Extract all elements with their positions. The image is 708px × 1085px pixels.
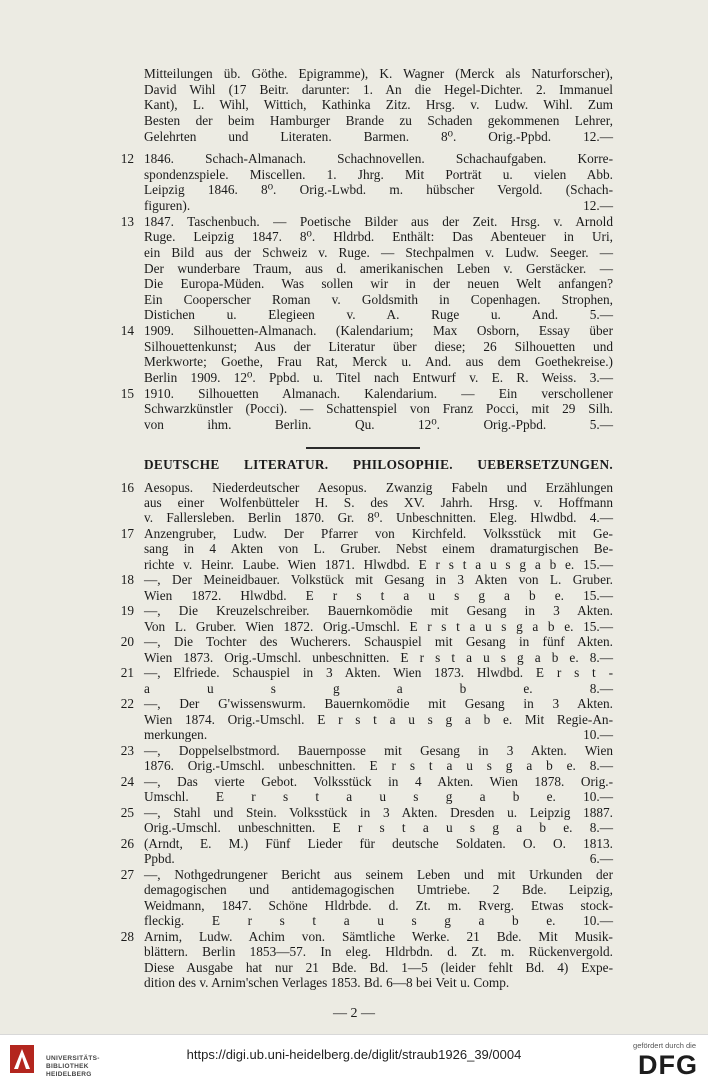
text-line: a u s g a b e. 8.— [144,681,613,696]
section-divider [306,447,420,449]
section-heading: DEUTSCHE LITERATUR. PHILOSOPHIE. UEBERSETZUNGEN. [144,457,613,472]
text-line: Ein Cooperscher Roman v. Goldsmith in Copenhagen. Strophen, [144,292,613,307]
text-line: Anzengruber, Ludw. Der Pfarrer von Kirchfeld. Volksstück mit Ge- [144,526,613,541]
text-line: Distichen u. Elegieen v. A. Ruge u. And. 5.— [144,307,613,322]
entry-number: 21 [120,665,134,680]
entry-number: 26 [120,836,134,851]
text-line: richte v. Heinr. Laube. Wien 1871. Hlwdbd. E r s t a u s g a b e. 15.— [144,557,613,572]
entry-number: 16 [120,480,134,495]
entry-number: 19 [120,603,134,618]
text-line: Schwarzkünstler (Pocci). — Schattenspiel von Franz Pocci, mit 29 Silh. [144,401,613,416]
text-line: —, Die Kreuzelschreiber. Bauernkomödie mit Gesang in 3 Akten. [144,603,613,618]
document-url-link[interactable]: https://digi.ub.uni-heidelberg.de/diglit/straub1926_39/0004 [186,1047,522,1062]
text-line: ein Bild aus der Schweiz v. Ruge. — Stechpalmen v. Ludw. Seeger. — [144,245,613,260]
entry-number: 24 [120,774,134,789]
viewer-footer [0,1034,708,1085]
entry-number: 27 [120,867,134,882]
text-line: dition des v. Arnim'schen Verlages 1853. Bd. 6—8 bei Veit u. Comp. [144,975,510,990]
text-line: Gelehrten und Literaten. Barmen. 8⁰. Orig.-Ppbd. 12.— [144,129,613,144]
entry-number: 18 [120,572,134,587]
text-line: Besten der beim Hamburger Brande zu Schaden gekommenen Lehrer, [144,113,613,128]
text-line: Ppbd. 6.— [144,851,613,866]
text-line: Orig.-Umschl. unbeschnitten. E r s t a u s g a b e. 8.— [144,820,613,835]
text-line: fleckig. E r s t a u s g a b e. 10.— [144,913,613,928]
text-line: Silhouettenkunst; Aus der Literatur über diese; 26 Silhouetten und [144,339,613,354]
text-line: figuren). 12.— [144,198,613,213]
text-line: Wien 1874. Orig.-Umschl. E r s t a u s g a b e. Mit Regie-An- [144,712,613,727]
entry-number: 23 [120,743,134,758]
text-line: aus einer Wolfenbütteler H. S. des XV. Jahrh. Hrsg. v. Hoffmann [144,495,613,510]
text-line: Berlin 1909. 12⁰. Ppbd. u. Titel nach Entwurf v. E. R. Weiss. 3.— [144,370,613,385]
dfg-logo[interactable]: DFG [638,1050,698,1080]
entry-number: 15 [120,386,134,401]
entry-number: 13 [120,214,134,229]
text-line: sang in 4 Akten von L. Gruber. Nebst einem dramaturgischen Be- [144,541,613,556]
text-line: —, Der Meineidbauer. Volkstück mit Gesang in 3 Akten von L. Gruber. [144,572,613,587]
text-line: —, Das vierte Gebot. Volksstück in 4 Akten. Wien 1878. Orig.- [144,774,613,789]
entry-number: 12 [120,151,134,166]
text-line: Umschl. E r s t a u s g a b e. 10.— [144,789,613,804]
page-number: — 2 — [333,1006,375,1021]
text-line: merkungen. 10.— [144,727,613,742]
text-line: 1909. Silhouetten-Almanach. (Kalendarium; Max Osborn, Essay über [144,323,613,338]
text-line: demagogischen und antidemagogischen Umtriebe. 2 Bde. Leipzig, [144,882,613,897]
text-line: —, Nothgedrungener Bericht aus seinem Leben und mit Urkunden der [144,867,613,882]
entry-number: 25 [120,805,134,820]
text-line: (Arndt, E. M.) Fünf Lieder für deutsche Soldaten. O. O. 1813. [144,836,613,851]
text-line: Arnim, Ludw. Achim von. Sämtliche Werke. 21 Bde. Mit Musik- [144,929,613,944]
library-logo-text: UNIVERSITÄTS- BIBLIOTHEK HEIDELBERG [46,1055,100,1078]
text-line: Der wunderbare Traum, aus d. amerikanischen Leben v. Gerstäcker. — [144,261,613,276]
text-line: Ruge. Leipzig 1847. 8⁰. Hldrbd. Enthält: Das Abenteuer in Uri, [144,229,613,244]
text-line: Kant), L. Wihl, Wittich, Kathinka Zitz. Hrsg. v. Ludw. Wihl. Zum [144,97,613,112]
text-line: Wien 1873. Orig.-Umschl. unbeschnitten. E r s t a u s g a b e. 8.— [144,650,613,665]
text-line: 1846. Schach-Almanach. Schachnovellen. Schachaufgaben. Korre- [144,151,613,166]
text-line: Von L. Gruber. Wien 1872. Orig.-Umschl. E r s t a u s g a b e. 15.— [144,619,613,634]
text-line: Merkworte; Goethe, Frau Rat, Merck u. And. aus dem Goethekreise.) [144,354,613,369]
text-line: Mitteilungen üb. Göthe. Epigramme), K. Wagner (Merck als Naturforscher), [144,66,613,81]
text-line: v. Fallersleben. Berlin 1870. Gr. 8⁰. Unbeschnitten. Eleg. Hlwdbd. 4.— [144,510,613,525]
text-line: Wien 1872. Hlwdbd. E r s t a u s g a b e. 15.— [144,588,613,603]
text-line: Leipzig 1846. 8⁰. Orig.-Lwbd. m. hübscher Vergold. (Schach- [144,182,613,197]
text-line: Weidmann, 1847. Schöne Hldrbde. d. Zt. m. Rverg. Etwas stock- [144,898,613,913]
text-line: —, Doppelselbstmord. Bauernposse mit Gesang in 3 Akten. Wien [144,743,613,758]
text-line: Die Europa-Müden. Was sollen wir in der neuen Welt anfangen? [144,276,613,291]
text-line: blättern. Berlin 1853—57. In eleg. Hldrbdn. d. Zt. m. Rückenvergold. [144,944,613,959]
sponsor-caption: gefördert durch die [633,1041,696,1050]
entry-number: 14 [120,323,134,338]
text-line: spondenzspiele. Miscellen. 1. Jhrg. Mit Porträt u. vielen Abb. [144,167,613,182]
text-line: 1910. Silhouetten Almanach. Kalendarium. — Ein verschollener [144,386,613,401]
text-line: 1847. Taschenbuch. — Poetische Bilder aus der Zeit. Hrsg. v. Arnold [144,214,613,229]
text-line: —, Stahl und Stein. Volksstück in 3 Akten. Dresden u. Leipzig 1887. [144,805,613,820]
text-line: David Wihl (17 Beitr. darunter: 1. An die Hegel-Dichter. 2. Immanuel [144,82,613,97]
text-line: Aesopus. Niederdeutscher Aesopus. Zwanzig Fabeln und Erzählungen [144,480,613,495]
text-line: —, Elfriede. Schauspiel in 3 Akten. Wien 1873. Hlwdbd. E r s t - [144,665,613,680]
entry-number: 20 [120,634,134,649]
text-line: —, Die Tochter des Wucherers. Schauspiel mit Gesang in fünf Akten. [144,634,613,649]
text-line: 1876. Orig.-Umschl. unbeschnitten. E r s t a u s g a b e. 8.— [144,758,613,773]
entry-number: 22 [120,696,134,711]
entry-number: 17 [120,526,134,541]
text-line: Diese Ausgabe hat nur 21 Bde. Bd. 1—5 (leider fehlt Bd. 4) Expe- [144,960,613,975]
text-line: von ihm. Berlin. Qu. 12⁰. Orig.-Ppbd. 5.— [144,417,613,432]
text-line: —, Der G'wissenswurm. Bauernkomödie mit Gesang in 3 Akten. [144,696,613,711]
entry-number: 28 [120,929,134,944]
